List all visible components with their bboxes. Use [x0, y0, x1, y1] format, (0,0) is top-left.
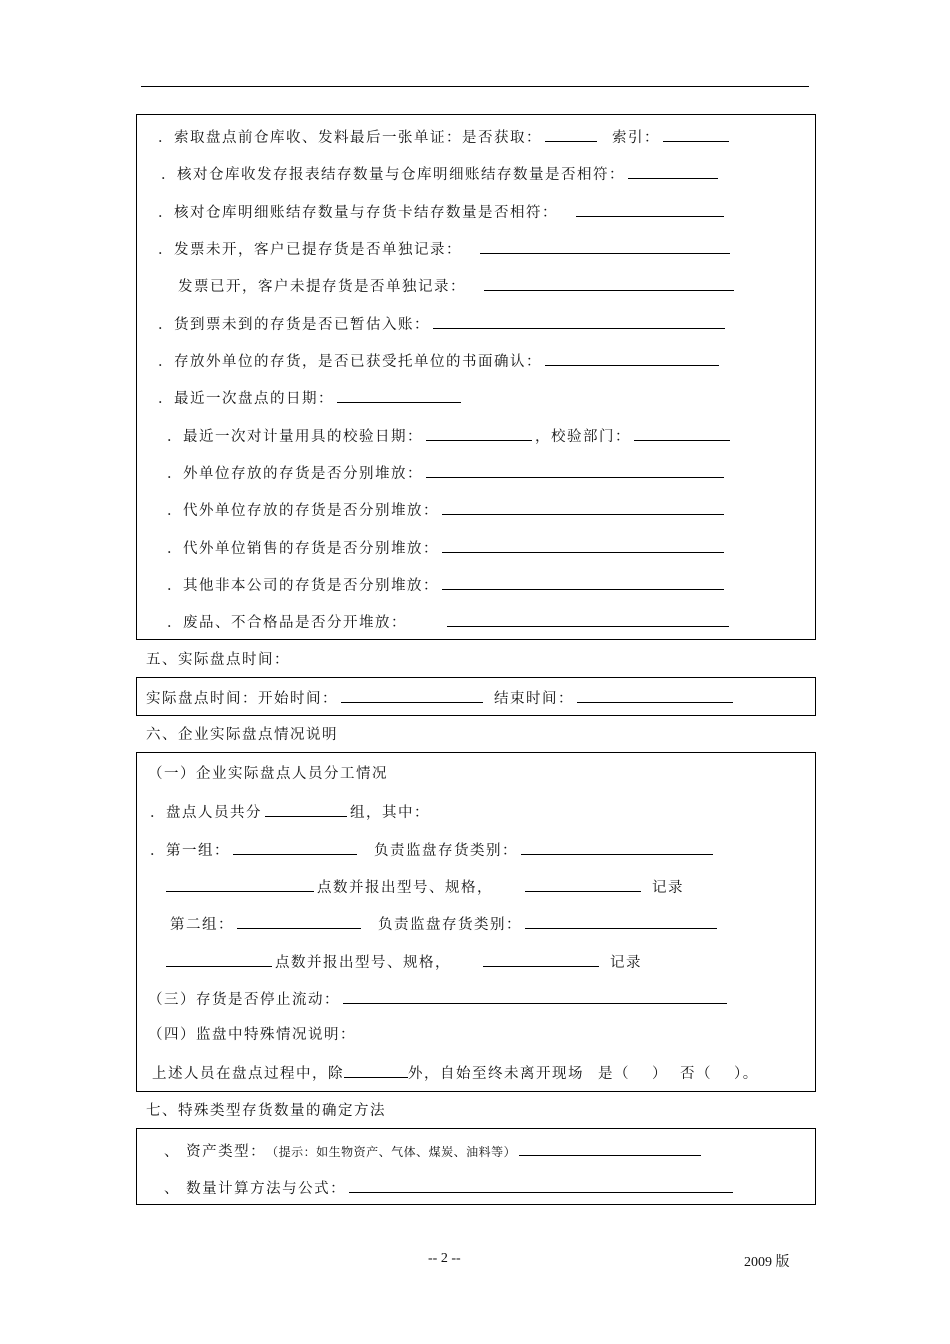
- check-defective: ．废品、不合格品是否分开堆放：: [167, 612, 732, 632]
- group-count-field[interactable]: [265, 802, 347, 817]
- check-report-vs-ledger: ．核对仓库收发存报表结存数量与仓库明细账结存数量是否相符：: [161, 164, 721, 184]
- group1-recorder-field[interactable]: [525, 877, 641, 892]
- goods-no-invoice-field[interactable]: [433, 314, 725, 329]
- report-ledger-field[interactable]: [628, 164, 718, 179]
- group2-name-field[interactable]: [237, 914, 361, 929]
- section-7-title: 七、特殊类型存货数量的确定方法: [146, 1103, 386, 1119]
- group-count-row: ．盘点人员共分 组，其中：: [150, 802, 430, 822]
- group2-recorder-field[interactable]: [483, 952, 599, 967]
- section-5-title: 五、实际盘点时间：: [146, 652, 290, 668]
- third-party-field[interactable]: [426, 463, 724, 478]
- checklist-box: [136, 114, 816, 640]
- check-ledger-vs-card: ．核对仓库明细账结存数量与存货卡结存数量是否相符：: [158, 202, 727, 222]
- group1-row: ．第一组： 负责监盘存货类别：: [150, 840, 716, 860]
- check-other-stock: ．其他非本公司的存货是否分别堆放：: [167, 575, 727, 595]
- last-count-date-field[interactable]: [337, 388, 461, 403]
- invoiced-field[interactable]: [484, 276, 734, 291]
- check-third-party-stock: ．外单位存放的存货是否分别堆放：: [167, 463, 727, 483]
- group2-category-field[interactable]: [525, 914, 717, 929]
- quantity-method-field[interactable]: [349, 1178, 733, 1193]
- header-rule: [141, 86, 809, 87]
- asset-type-field[interactable]: [519, 1141, 701, 1156]
- group1-name-field[interactable]: [233, 840, 357, 855]
- group2-counter-field[interactable]: [166, 952, 272, 967]
- calibration-date-field[interactable]: [426, 426, 532, 441]
- uninvoiced-field[interactable]: [480, 239, 730, 254]
- group2-row: 第二组： 负责监盘存货类别：: [170, 914, 720, 934]
- except-person-field[interactable]: [344, 1063, 408, 1078]
- obtained-field[interactable]: [545, 127, 597, 142]
- group1-category-field[interactable]: [521, 840, 713, 855]
- defective-field[interactable]: [447, 612, 729, 627]
- stock-flow-field[interactable]: [343, 989, 727, 1004]
- start-time-field[interactable]: [341, 688, 483, 703]
- special-situation-heading: （四）监盘中特殊情况说明：: [148, 1027, 356, 1043]
- consigned-field[interactable]: [442, 500, 724, 515]
- check-external-storage: ．存放外单位的存货，是否已获受托单位的书面确认：: [158, 351, 722, 371]
- check-uninvoiced-picked: ．发票未开，客户已提存货是否单独记录：: [158, 239, 733, 259]
- check-last-voucher: ．索取盘点前仓库收、发料最后一张单证：是否获取： 索引：: [158, 127, 732, 147]
- external-storage-field[interactable]: [545, 351, 719, 366]
- group1-counter-field[interactable]: [166, 877, 314, 892]
- check-agency-sales: ．代外单位销售的存货是否分别堆放：: [167, 538, 727, 558]
- version-label: 2009 版: [744, 1255, 790, 1270]
- asset-type-row: 、 资产类型：（提示：如生物资产、气体、煤炭、油料等）: [164, 1141, 704, 1161]
- section-6-title: 六、企业实际盘点情况说明: [146, 727, 338, 743]
- calibration-dept-field[interactable]: [634, 426, 730, 441]
- group1-detail-row: 点数并报出型号、规格， 记录: [166, 877, 684, 897]
- check-consigned-stock: ．代外单位存放的存货是否分别堆放：: [167, 500, 727, 520]
- agency-sales-field[interactable]: [442, 538, 724, 553]
- group2-detail-row: 点数并报出型号、规格， 记录: [166, 952, 642, 972]
- staff-division-heading: （一）企业实际盘点人员分工情况: [148, 766, 388, 782]
- stay-on-site-row: 上述人员在盘点过程中，除 外，自始至终未离开现场 是（ ） 否（ ）。: [152, 1063, 759, 1083]
- quantity-method-row: 、 数量计算方法与公式：: [164, 1178, 736, 1198]
- check-invoiced-unpicked: 发票已开，客户未提存货是否单独记录：: [178, 276, 737, 296]
- check-goods-no-invoice: ．货到票未到的存货是否已暂估入账：: [158, 314, 728, 334]
- calibration-date: ．最近一次对计量用具的校验日期： ，校验部门：: [167, 426, 733, 446]
- stock-flow-stopped-row: （三）存货是否停止流动：: [148, 989, 730, 1009]
- index-field[interactable]: [663, 127, 729, 142]
- ledger-card-field[interactable]: [576, 202, 724, 217]
- count-time-row: 实际盘点时间：开始时间： 结束时间：: [146, 688, 736, 708]
- end-time-field[interactable]: [577, 688, 733, 703]
- last-count-date: ．最近一次盘点的日期：: [158, 388, 464, 408]
- other-stock-field[interactable]: [442, 575, 724, 590]
- page-number: -- 2 --: [428, 1251, 461, 1266]
